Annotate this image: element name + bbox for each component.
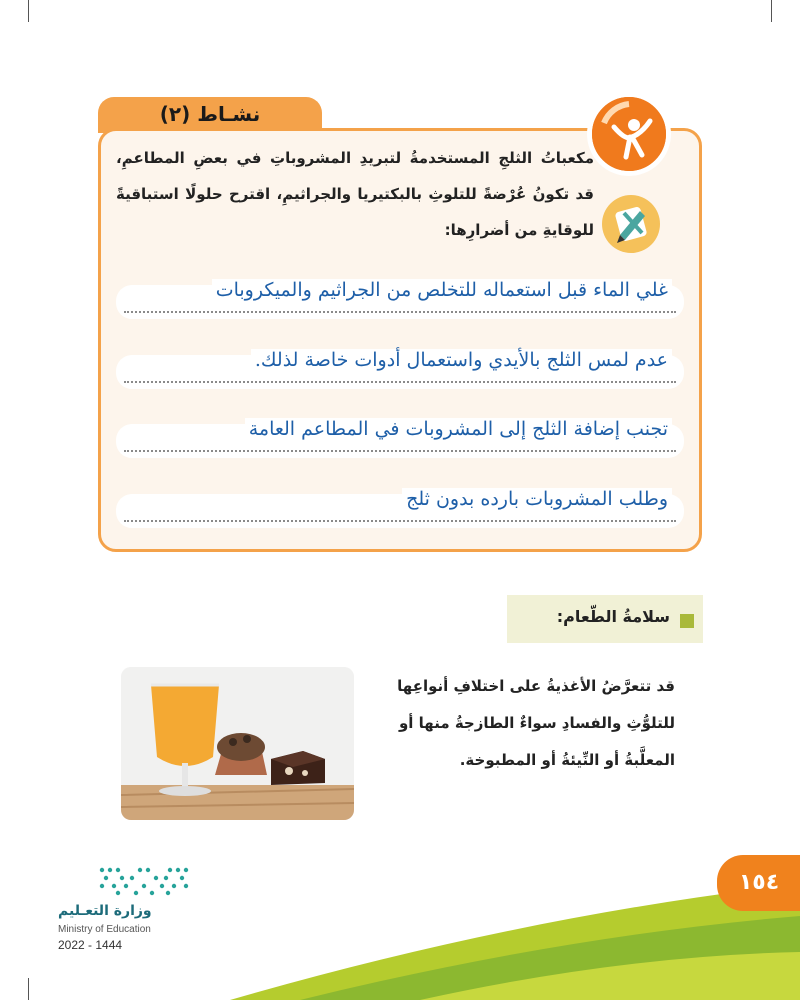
- food-safety-text: قد تتعرَّضُ الأغذيةُ على اختلافِ أنواعِها للتلوُّثِ والفسادِ سواءٌ الطازجةُ منها أو المعلَّبةُ أو النِّيئةُ أو المطبوخة.: [397, 677, 675, 769]
- juice-and-cakes-photo: [121, 667, 354, 820]
- dotted-line: [124, 381, 676, 383]
- dotted-line: [124, 450, 676, 452]
- answer-text: تجنب إضافة الثلج إلى المشروبات في المطاعم العامة: [245, 418, 672, 440]
- pencil-icon: [602, 195, 660, 253]
- food-safety-title: سلامةُ الطّعام:: [556, 607, 670, 626]
- answer-line-2[interactable]: [116, 349, 684, 389]
- page-number: ١٥٤: [738, 870, 780, 895]
- answer-text: وطلب المشروبات بارده بدون ثلج: [402, 488, 672, 510]
- ministry-name-arabic: وزارة التعـليم: [58, 903, 152, 919]
- edition-year: 2022 - 1444: [58, 938, 123, 952]
- answer-line-4[interactable]: [116, 488, 684, 528]
- answer-line-1[interactable]: [116, 279, 684, 319]
- dotted-line: [124, 520, 676, 522]
- answer-line-3[interactable]: [116, 418, 684, 458]
- answer-text: غلي الماء قبل استعماله للتخلص من الجراثيم والميكروبات: [212, 279, 672, 301]
- activity-person-icon: [587, 92, 671, 176]
- activity-title: نشـاط (٢): [159, 102, 261, 126]
- square-bullet-icon: [680, 614, 694, 628]
- crop-mark: [28, 0, 29, 22]
- answer-text: عدم لمس الثلج بالأيدي واستعمال أدوات خاصة لذلك.: [251, 349, 672, 371]
- ministry-name-english: Ministry of Education: [58, 924, 151, 935]
- activity-question: مكعباتُ الثلجِ المستخدمةُ لتبريدِ المشروباتِ في بعضِ المطاعمِ، قد تكونُ عُرْضةً للتلوثِ بالبكتيريا والجراثيمِ، اقترح حلولًا استباقيةً للوقايةِ من أضرارِها:: [116, 149, 594, 239]
- crop-mark: [771, 0, 772, 22]
- dotted-line: [124, 311, 676, 313]
- ministry-logo-icon: [96, 864, 192, 896]
